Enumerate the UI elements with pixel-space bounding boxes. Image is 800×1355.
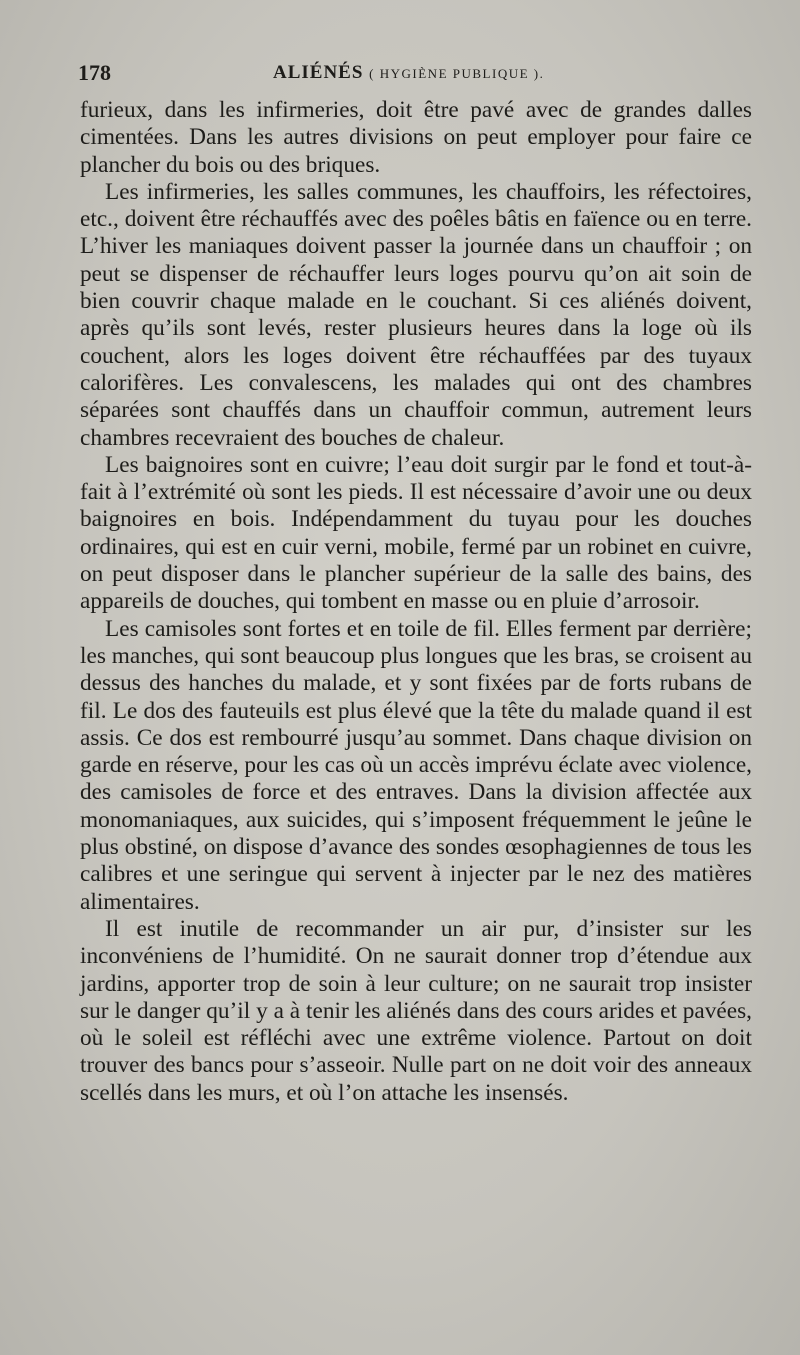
page-header (78, 58, 748, 94)
running-subtitle: ( HYGIÈNE PUBLIQUE ). (369, 66, 545, 81)
paragraph-restraints: Les camisoles sont fortes et en toile de fil. Elles ferment par derrière; les manches, qui sont beaucoup plus longues que les bras, se croisent au dessus des hanches du malade, et y sont fixées par de forts rubans de fil. Le dos des fauteuils est plus élevé que la tête du malade quand il est assis. Ce dos est rembourré jusqu’au sommet. Dans chaque division on garde en réserve, pour les cas où un accès imprévu éclate avec violence, des camisoles de force et des entraves. Dans la division affectée aux monomaniaques, aux suicides, qui s’imposent fréquemment le jeûne le plus obstiné, on dispose d’avance des sondes œsophagiennes de tous les calibres et une seringue qui servent à injecter par le nez des matières alimentaires. (80, 615, 752, 915)
paragraph-continuation: furieux, dans les infirmeries, doit être pavé avec de grandes dalles cimentées. Dans les autres divisions on peut employer pour faire ce plancher du bois ou des briques. (80, 97, 752, 178)
paragraph-gardens: Il est inutile de recommander un air pur, d’insister sur les inconvéniens de l’humidité. On ne saurait donner trop d’étendue aux jardins, apporter trop de soin à leur culture; on ne saurait trop insister sur le danger qu’il y a à tenir les aliénés dans des cours arides et pavées, où le soleil est réfléchi avec une extrême violence. Partout on doit trouver des bancs pour s’asseoir. Nulle part on ne doit voir des anneaux scellés dans les murs, et où l’on attache les insensés. (80, 915, 752, 1106)
page-number: 178 (78, 60, 111, 85)
paragraph-heating: Les infirmeries, les salles communes, les chauffoirs, les réfectoires, etc., doivent être réchauffés avec des poêles bâtis en faïence ou en terre. L’hiver les maniaques doivent passer la journée dans un chauffoir ; on peut se dispenser de réchauffer leurs loges pourvu qu’on ait soin de bien couvrir chaque malade en le couchant. Si ces aliénés doivent, après qu’ils sont levés, rester plusieurs heures dans la loge où ils couchent, alors les loges doivent être réchauffées par des tuyaux calorifères. Les convalescens, les malades qui ont des chambres séparées sont chauffés dans un chauffoir commun, autrement leurs chambres recevraient des bouches de chaleur. (80, 178, 752, 451)
running-head (273, 62, 544, 84)
paragraph-baths: Les baignoires sont en cuivre; l’eau doit surgir par le fond et tout-à-fait à l’extrémité où sont les pieds. Il est nécessaire d’avoir une ou deux baignoires en bois. Indépendamment du tuyau pour les douches ordinaires, qui est en cuir verni, mobile, fermé par un robinet en cuivre, on peut disposer dans le plancher supérieur de la salle des bains, des appareils de douches, qui tombent en masse ou en pluie d’arrosoir. (80, 451, 752, 615)
running-title: ALIÉNÉS (273, 62, 364, 83)
body-text (80, 97, 752, 1107)
